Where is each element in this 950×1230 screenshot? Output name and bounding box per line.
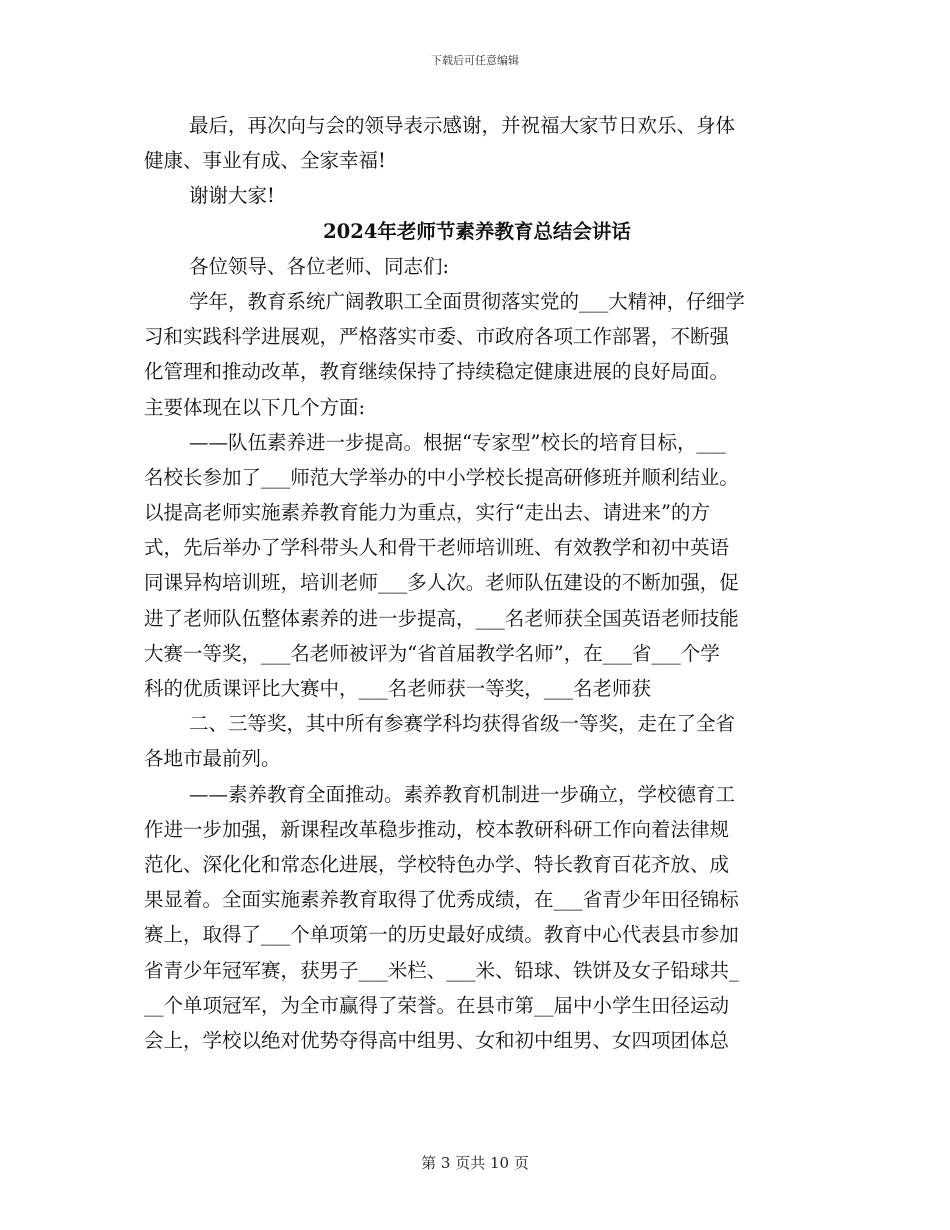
- paragraph-line: 作进一步加强，新课程改革稳步推动，校本教研科研工作向着法律规: [144, 817, 730, 841]
- paragraph-line: 式，先后举办了学科带头人和骨干老师培训班、有效教学和初中英语: [144, 536, 730, 560]
- paragraph-line: ——素养教育全面推动。素养教育机制进一步确立，学校德育工: [189, 782, 736, 806]
- paragraph-line: 健康、事业有成、全家幸福!: [144, 149, 386, 173]
- paragraph-line: 省青少年冠军赛，获男子___米栏、___米、铅球、铁饼及女子铅球共_: [144, 958, 739, 982]
- page-footer: 第 3 页共 10 页: [421, 1154, 529, 1172]
- paragraph-line: 范化、深化化和常态化进展，学校特色办学、特长教育百花齐放、成: [144, 852, 730, 876]
- paragraph-line: 习和实践科学进展观，严格落实市委、市政府各项工作部署，不断强: [144, 325, 730, 349]
- paragraph-line: 学年，教育系统广阔教职工全面贯彻落实党的___大精神，仔细学: [189, 289, 745, 313]
- paragraph-line: 最后，再次向与会的领导表示感谢，并祝福大家节日欢乐、身体: [189, 114, 736, 137]
- paragraph-line: 主要体现在以下几个方面:: [144, 395, 366, 419]
- paragraph-line: 二、三等奖，其中所有参赛学科均获得省级一等奖，走在了全省: [189, 712, 736, 736]
- paragraph-line: 赛上，取得了___个单项第一的历史最好成绩。教育中心代表县市参加: [144, 923, 739, 947]
- paragraph-line: ——队伍素养进一步提高。根据“专家型”校长的培育目标，___: [189, 430, 726, 454]
- paragraph-line: 会上，学校以绝对优势夺得高中组男、女和初中组男、女四项团体总: [144, 1028, 730, 1052]
- paragraph-line: 同课异构培训班，培训老师___多人次。老师队伍建设的不断加强，促: [144, 571, 739, 595]
- paragraph-line: 各地市最前列。: [144, 747, 281, 771]
- paragraph-line: 化管理和推动改革，教育继续保持了持续稳定健康进展的良好局面。: [144, 360, 730, 384]
- paragraph-line: 进了老师队伍整体素养的进一步提高，___名老师获全国英语老师技能: [144, 606, 739, 630]
- page-header: 下载后可任意编辑: [431, 54, 519, 67]
- paragraph-line: 大赛一等奖，___名老师被评为“省首届教学名师”，在___省___个学: [144, 641, 720, 665]
- paragraph-line: 果显着。全面实施素养教育取得了优秀成绩，在___省青少年田径锦标: [144, 888, 739, 912]
- paragraph-line: 名校长参加了___师范大学举办的中小学校长提高研修班并顺利结业。: [144, 465, 739, 489]
- document-body: [144, 108, 810, 1058]
- paragraph-line: 以提高老师实施素养教育能力为重点，实行“走出去、请进来”的方: [144, 501, 710, 525]
- paragraph-line: __个单项冠军，为全市赢得了荣誉。在县市第__届中小学生田径运动: [144, 993, 730, 1017]
- salutation-line: 各位领导、各位老师、同志们:: [189, 254, 450, 278]
- paragraph-line: 谢谢大家!: [189, 184, 275, 208]
- paragraph-line: 科的优质课评比大赛中，___名老师获一等奖，___名老师获: [144, 677, 652, 700]
- document-title: 2024年老师节素养教育总结会讲话: [323, 219, 631, 243]
